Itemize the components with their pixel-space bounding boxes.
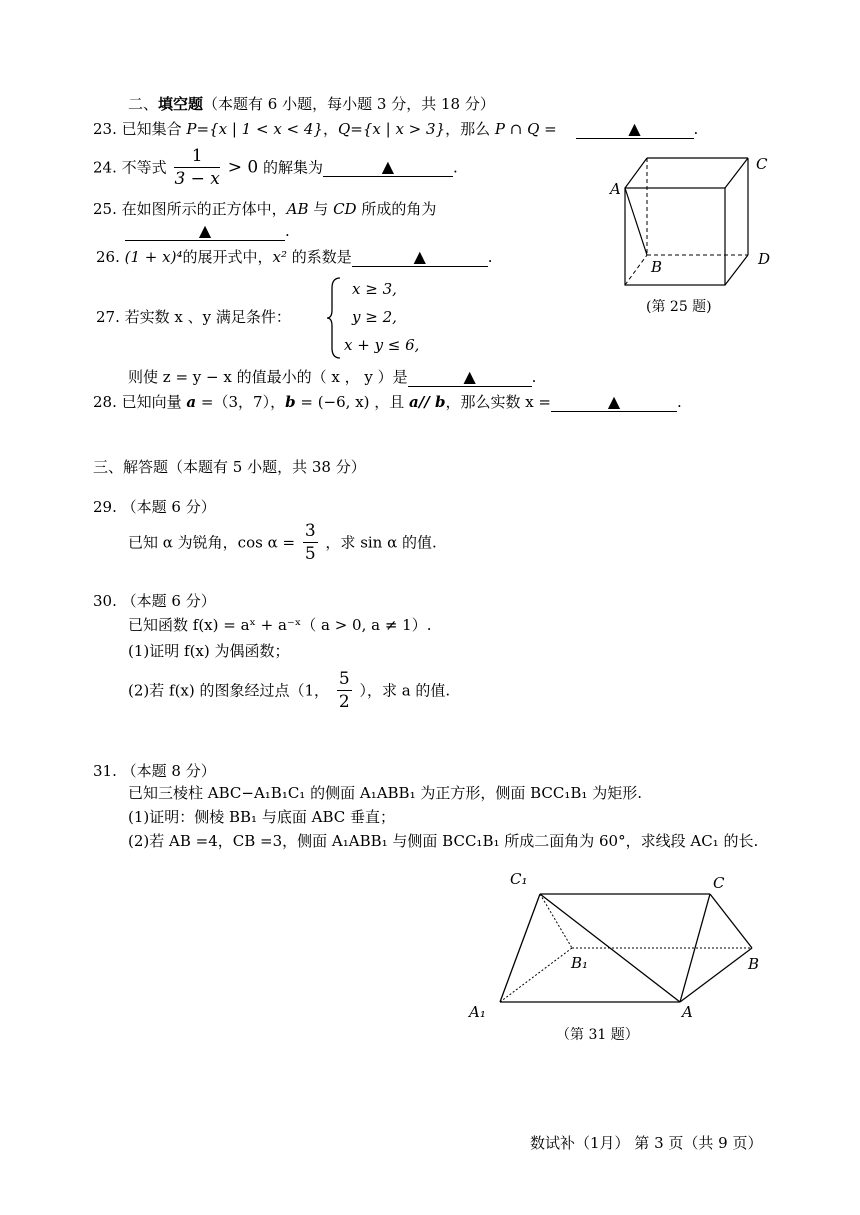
q23-set-q: Q={x | x > 3} xyxy=(338,120,446,138)
q29-score: （本题 6 分） xyxy=(121,498,216,516)
cube-label-a: A xyxy=(610,180,621,198)
q27-cond3: x + y ≤ 6, xyxy=(344,336,420,354)
q29-frac-den: 5 xyxy=(304,544,316,564)
q30-frac-den: 2 xyxy=(338,692,350,712)
q28-number: 28. xyxy=(93,393,117,411)
question-27-ask xyxy=(128,368,536,387)
q24-number: 24. xyxy=(93,158,117,177)
q27-number: 27. xyxy=(96,308,120,326)
section2-note: （本题有 6 小题，每小题 3 分，共 18 分） xyxy=(203,95,495,113)
q28-text-b: =（3，7）， xyxy=(196,393,286,411)
q30-number: 30. xyxy=(93,592,117,610)
q23-text-a: 已知集合 xyxy=(121,120,187,138)
question-27-intro xyxy=(96,308,291,326)
q25-tail: . xyxy=(285,222,290,240)
q23-number: 23. xyxy=(93,120,117,138)
q24-tail: . xyxy=(452,158,458,177)
question-28 xyxy=(93,393,682,412)
q30-header xyxy=(93,592,216,610)
q26-text-a: 的展开式中， xyxy=(182,248,273,266)
q23-tail: . xyxy=(693,120,699,138)
q26-number: 26. xyxy=(96,248,120,266)
q28-text-c: = (−6, x) ，且 xyxy=(295,393,410,411)
cube-figure xyxy=(600,150,780,290)
q29-body xyxy=(128,520,437,565)
q25-text-a: 在如图所示的正方体中， xyxy=(121,200,287,218)
q29-text-b: ，求 sin α 的值. xyxy=(325,533,437,552)
cube-label-c: C xyxy=(756,155,768,173)
q29-text-a: 已知 α 为锐角，cos α = xyxy=(128,533,296,552)
prism-label-a1: A₁ xyxy=(469,1003,486,1021)
q30-line2: (1)证明 f(x) 为偶函数； xyxy=(128,642,290,660)
prism-figure xyxy=(490,880,760,1010)
q25-cd: CD xyxy=(333,200,357,218)
prism-label-c: C xyxy=(713,874,725,892)
triangle-icon: ▲ xyxy=(413,247,426,266)
q23-set-p: P={x | 1 < x < 4} xyxy=(186,120,323,138)
question-24 xyxy=(93,145,458,190)
q27-answer-blank[interactable] xyxy=(408,368,532,387)
prism-label-c1: C₁ xyxy=(510,870,528,888)
q25-ab: AB xyxy=(286,200,309,218)
q30-line3-b: ），求 a 的值. xyxy=(359,681,451,700)
q26-expr: (1 + x)⁴ xyxy=(124,248,183,266)
q28-text-d: ，那么实数 x = xyxy=(445,393,552,411)
q28-a-vec: a xyxy=(186,393,197,411)
q23-expr: P ∩ Q = xyxy=(494,120,557,138)
q28-tail: . xyxy=(677,393,682,411)
q26-answer-blank[interactable] xyxy=(352,248,488,267)
section2-heading xyxy=(128,95,495,113)
q31-header xyxy=(93,762,216,780)
question-26 xyxy=(96,248,493,267)
q25-answer-line xyxy=(125,222,290,241)
q30-line1: 已知函数 f(x) = aˣ + a⁻ˣ（ a > 0, a ≠ 1）. xyxy=(128,616,432,634)
q29-header xyxy=(93,498,216,516)
prism-label-b: B xyxy=(748,955,760,973)
question-23 xyxy=(93,120,698,139)
q26-text-b: 的系数是 xyxy=(286,248,352,266)
triangle-icon: ▲ xyxy=(381,157,395,176)
fig25-caption: (第 25 题) xyxy=(646,299,712,315)
fig31-caption: （第 31 题） xyxy=(556,1027,639,1043)
q27-cond2: y ≥ 2, xyxy=(352,308,397,326)
section2-prefix: 二、 xyxy=(128,95,159,113)
triangle-icon: ▲ xyxy=(607,392,621,411)
q23-answer-blank[interactable] xyxy=(576,120,694,139)
q28-parallel: a// b xyxy=(409,393,446,411)
q30-line3-a: (2)若 f(x) 的图象经过点（1， xyxy=(128,681,330,700)
q24-frac-num: 1 xyxy=(174,145,219,168)
q29-number: 29. xyxy=(93,498,117,516)
q25-answer-blank[interactable] xyxy=(125,222,285,241)
q27-cond1: x ≥ 3, xyxy=(352,280,397,298)
q31-score: （本题 8 分） xyxy=(121,762,216,780)
prism-label-b1: B₁ xyxy=(571,954,589,972)
brace-icon xyxy=(326,276,344,360)
q30-score: （本题 6 分） xyxy=(121,592,216,610)
q28-b-vec: b xyxy=(285,393,296,411)
q24-fraction xyxy=(174,145,219,190)
q25-text-b: 与 xyxy=(308,200,334,218)
prism-label-a: A xyxy=(682,1003,693,1021)
q24-text-b: 的解集为 xyxy=(262,158,323,177)
q24-frac-den: 3 − x xyxy=(174,169,220,189)
q25-text-c: 所成的角为 xyxy=(356,200,437,218)
triangle-icon: ▲ xyxy=(463,367,476,386)
question-25 xyxy=(93,200,436,218)
q24-answer-blank[interactable] xyxy=(323,158,453,177)
q24-ineq: > 0 xyxy=(227,157,259,178)
q30-frac-num: 5 xyxy=(338,669,350,689)
q28-text-a: 已知向量 xyxy=(121,393,187,411)
q25-number: 25. xyxy=(93,200,117,218)
q31-line3: (2)若 AB =4，CB =3，侧面 A₁ABB₁ 与侧面 BCC₁B₁ 所成二面角为 60°，求线段 AC₁ 的长. xyxy=(128,832,759,850)
q23-sep: ， xyxy=(322,120,338,138)
q27-text-a: 若实数 x 、y 满足条件： xyxy=(124,308,291,326)
section2-title: 填空题 xyxy=(158,95,204,113)
triangle-icon: ▲ xyxy=(198,221,212,240)
q29-fraction xyxy=(303,520,318,565)
triangle-icon: ▲ xyxy=(628,119,641,138)
cube-label-b: B xyxy=(651,258,663,276)
q26-x2: x² xyxy=(272,248,287,266)
q28-answer-blank[interactable] xyxy=(551,393,677,412)
q31-number: 31. xyxy=(93,762,117,780)
section3-heading: 三、解答题（本题有 5 小题，共 38 分） xyxy=(93,458,366,476)
q24-text-a: 不等式 xyxy=(121,158,167,177)
q31-line1: 已知三棱柱 ABC−A₁B₁C₁ 的侧面 A₁ABB₁ 为正方形，侧面 BCC₁B₁ 为矩形. xyxy=(128,784,642,802)
q29-frac-num: 3 xyxy=(304,521,316,541)
q30-fraction xyxy=(337,668,352,713)
q31-line2: (1)证明：侧棱 BB₁ 与底面 ABC 垂直； xyxy=(128,808,395,826)
cube-label-d: D xyxy=(758,250,771,268)
q23-text-b: ，那么 xyxy=(445,120,495,138)
q30-line3 xyxy=(128,668,450,713)
q27-text-b: 则使 z = y − x 的值最小的（ x ， y ）是 xyxy=(128,368,408,386)
page-footer: 数试补（1月） 第 3 页（共 9 页） xyxy=(530,1134,763,1152)
q26-tail: . xyxy=(487,248,493,266)
q27-tail: . xyxy=(531,368,537,386)
